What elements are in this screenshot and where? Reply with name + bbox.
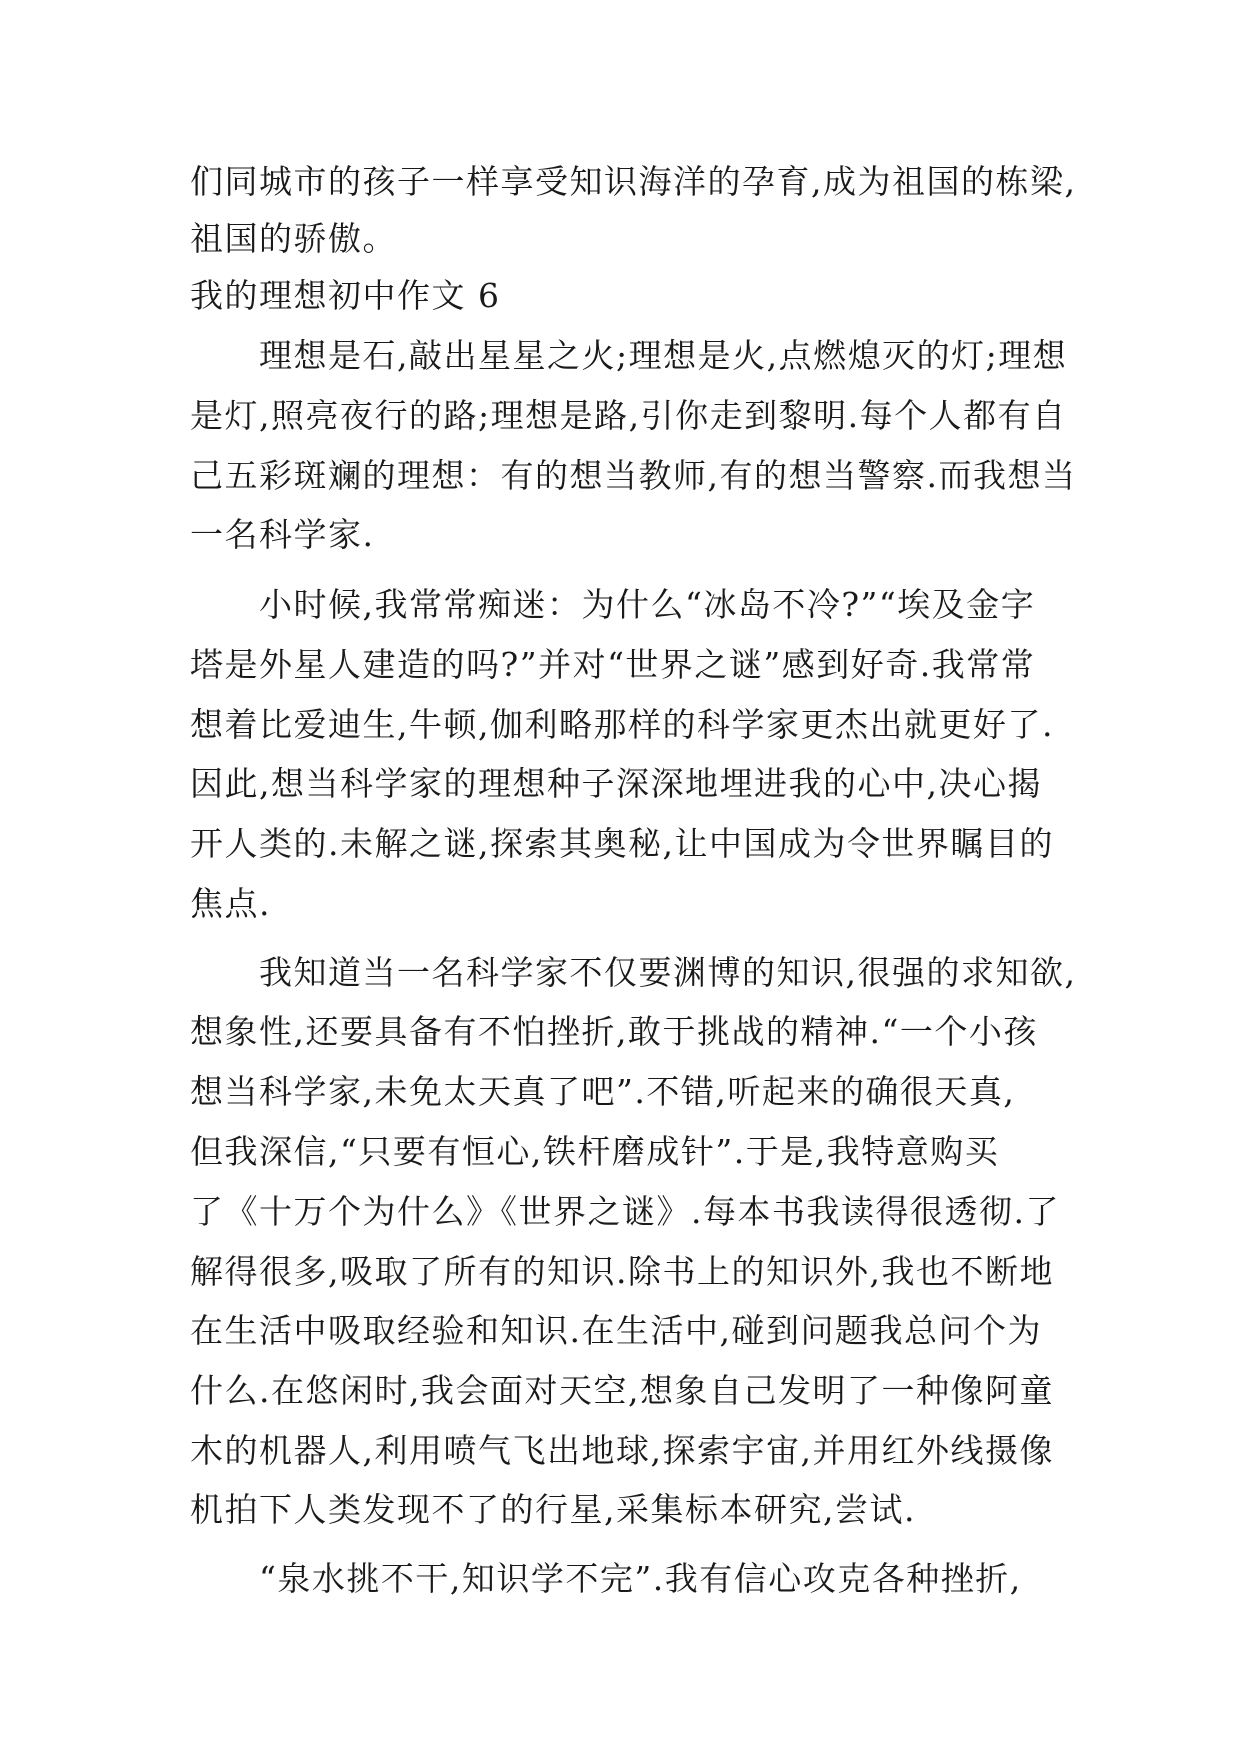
text-line: 想当科学家,未免太天真了吧”.不错,听起来的确很天真, — [190, 1072, 1016, 1111]
text-line: 了《十万个为什么》《世界之谜》.每本书我读得很透彻.了 — [190, 1192, 1060, 1231]
text-line: 塔是外星人建造的吗?”并对“世界之谜”感到好奇.我常常 — [190, 645, 1036, 684]
paragraph-first-line: 我知道当一名科学家不仅要渊博的知识,很强的求知欲, — [190, 953, 1077, 992]
text-line: 在生活中吸取经验和知识.在生活中,碰到问题我总问个为 — [190, 1311, 1042, 1350]
text-line: 因此,想当科学家的理想种子深深地埋进我的心中,决心揭 — [190, 764, 1042, 803]
text-line: 开人类的.未解之谜,探索其奥秘,让中国成为令世界瞩目的 — [190, 824, 1054, 863]
text-line: 但我深信,“只要有恒心,铁杆磨成针”.于是,我特意购买 — [190, 1132, 1000, 1171]
text-line: 祖国的骄傲。 — [190, 219, 397, 258]
text-line: 一名科学家. — [190, 515, 375, 554]
paragraph-first-line: “泉水挑不干,知识学不完”.我有信心攻克各种挫折, — [190, 1559, 1022, 1598]
text-line: 木的机器人,利用喷气飞出地球,探索宇宙,并用红外线摄像 — [190, 1431, 1054, 1470]
section-heading: 我的理想初中作文 6 — [190, 276, 501, 315]
text-line: 焦点. — [190, 884, 271, 923]
text-line: 想象性,还要具备有不怕挫折,敢于挑战的精神.“一个小孩 — [190, 1012, 1038, 1051]
paragraph-first-line: 小时候,我常常痴迷：为什么“冰岛不冷?”“埃及金字 — [190, 585, 1036, 624]
text-line: 己五彩斑斓的理想：有的想当教师,有的想当警察.而我想当 — [190, 456, 1077, 495]
text-line: 什么.在悠闲时,我会面对天空,想象自己发明了一种像阿童 — [190, 1371, 1054, 1410]
text-line: 们同城市的孩子一样享受知识海洋的孕育,成为祖国的栋梁, — [190, 162, 1077, 201]
text-line: 是灯,照亮夜行的路;理想是路,引你走到黎明.每个人都有自 — [190, 396, 1067, 435]
paragraph-first-line: 理想是石,敲出星星之火;理想是火,点燃熄灭的灯;理想 — [190, 336, 1068, 375]
text-line: 机拍下人类发现不了的行星,采集标本研究,尝试. — [190, 1490, 916, 1529]
text-line: 解得很多,吸取了所有的知识.除书上的知识外,我也不断地 — [190, 1252, 1054, 1291]
text-line: 想着比爱迪生,牛顿,伽利略那样的科学家更杰出就更好了. — [190, 705, 1054, 744]
